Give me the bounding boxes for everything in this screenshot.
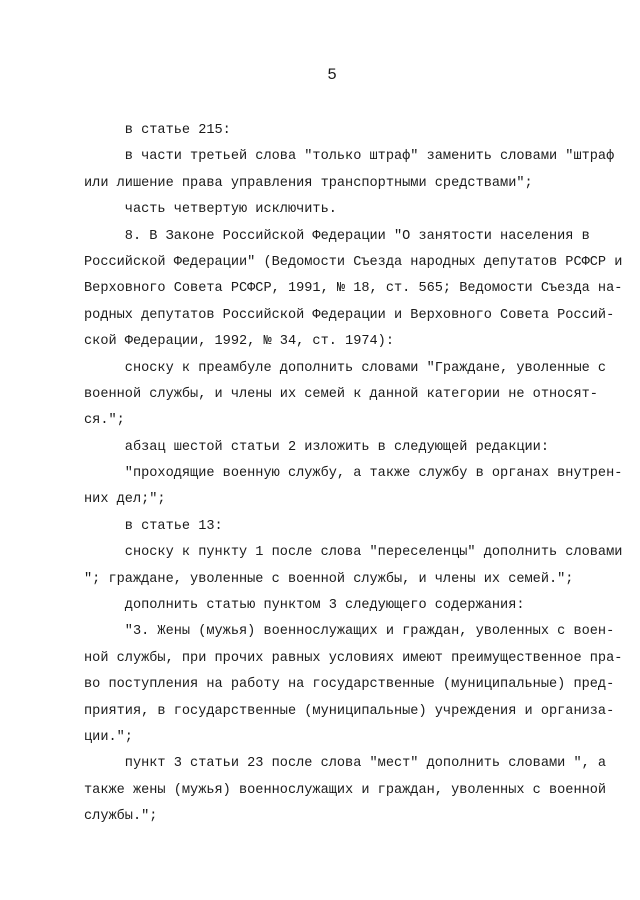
text-line: в статье 215: (84, 123, 231, 138)
text-line: них дел;"; (84, 492, 166, 508)
text-line: абзац шестой статьи 2 изложить в следующей редакции: (84, 439, 549, 455)
text-line: "3. Жены (мужья) военнослужащих и граждан, уволенных с воен- (84, 624, 615, 640)
text-line: 8. В Законе Российской Федерации "О занятости населения в (84, 228, 590, 244)
text-line: ной службы, при прочих равных условиях имеют преимущественное пра- (84, 650, 623, 666)
text-line: в статье 13: (84, 518, 223, 534)
text-line: ся."; (84, 413, 125, 429)
text-line: сноску к преамбуле дополнить словами "Граждане, уволенные с (84, 360, 607, 376)
text-line: дополнить статью пунктом 3 следующего содержания: (84, 598, 525, 614)
text-line: Российской Федерации" (Ведомости Съезда народных депутатов РСФСР и (84, 254, 623, 270)
page-number: 5 (327, 66, 337, 84)
text-line: сноску к пункту 1 после слова "переселенцы" дополнить словами (84, 545, 623, 561)
text-line: военной службы, и члены их семей к данной категории не относят- (84, 386, 598, 402)
text-line: ции."; (84, 729, 133, 745)
text-line: родных депутатов Российской Федерации и Верховного Совета Россий- (84, 307, 615, 323)
text-line: во поступления на работу на государственные (муниципальные) пред- (84, 677, 615, 693)
document-body (84, 118, 623, 831)
text-line: в части третьей слова "только штраф" заменить словами "штраф (84, 149, 615, 165)
text-line: часть четвертую исключить. (84, 202, 337, 218)
text-line: Верховного Совета РСФСР, 1991, № 18, ст. 565; Ведомости Съезда на- (84, 281, 623, 297)
text-line: также жены (мужья) военнослужащих и граждан, уволенных с военной (84, 782, 607, 798)
text-line: "проходящие военную службу, а также службу в органах внутрен- (84, 466, 623, 482)
text-line: службы."; (84, 809, 158, 825)
text-line: "; граждане, уволенные с военной службы, и члены их семей."; (84, 571, 574, 587)
text-line: ской Федерации, 1992, № 34, ст. 1974): (84, 334, 394, 350)
text-line: или лишение права управления транспортными средствами"; (84, 175, 533, 191)
text-line: приятия, в государственные (муниципальные) учреждения и организа- (84, 703, 615, 719)
text-line: пункт 3 статьи 23 после слова "мест" дополнить словами ", а (84, 756, 607, 772)
